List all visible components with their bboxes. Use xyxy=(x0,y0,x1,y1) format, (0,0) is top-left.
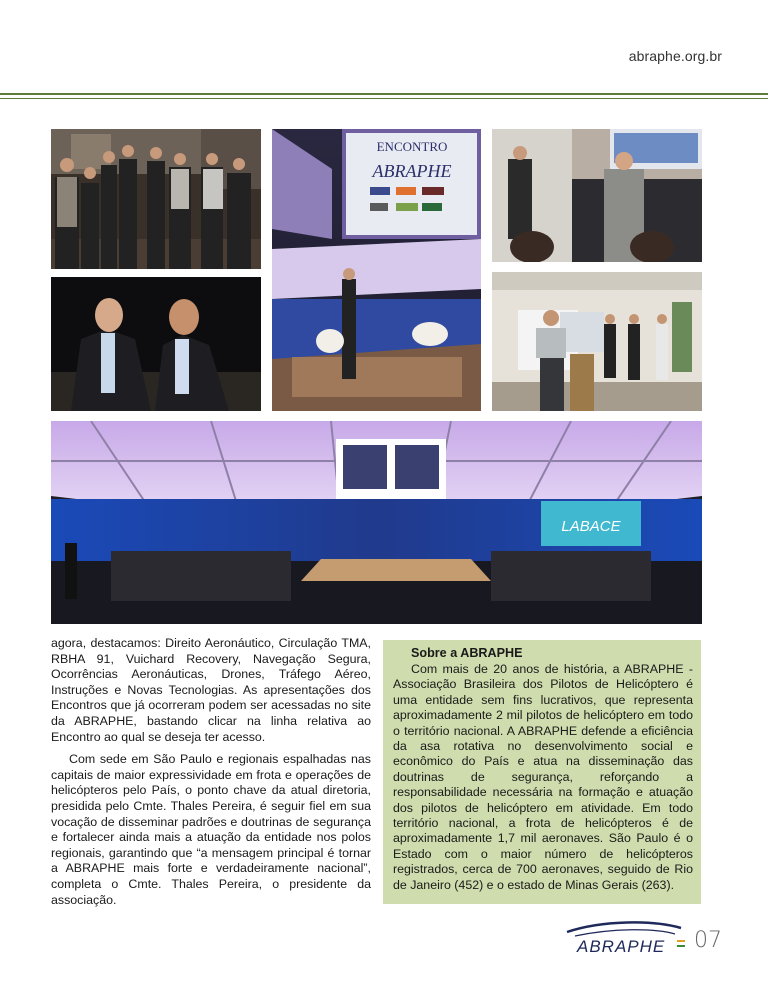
sidebar-box xyxy=(383,640,701,904)
header-rule xyxy=(0,93,768,95)
header-rule-thin xyxy=(0,98,768,99)
group-photo xyxy=(51,129,261,269)
duo-photo xyxy=(51,277,261,411)
article-paragraph-2: Com sede em São Paulo e regionais espalhadas nas capitais de maior expressividade em frota e operações de helicópteros pelo País, o ponto chave da atual diretoria, presidida pelo Cmte. Thales Pereira, é seguir fiel em sua vocação de disseminar padrões e doutrinas de segurança e fortalecer ainda mais a atuação da entidade nos polos regionais, garantindo que “a mensagem principal é tornar a ABRAPHE mais forte e verdadeiramente nacional”, completa o Cmte. Thales Pereira, o presidente da associação. xyxy=(51,752,371,907)
stage-screen-line1: ENCONTRO xyxy=(376,139,448,154)
abraphe-logo xyxy=(563,918,689,958)
sidebar-text: Com mais de 20 anos de história, a ABRAPHE - Associação Brasileira dos Pilotos de Helicóptero é uma entidade sem fins lucrativos, que representa aproximadamente 2 mil pilotos de helicóptero em todo o território nacional. A ABRAPHE defende a eficiência da asa rotativa no desenvolvimento social e econômico do País e atua na disseminação das doutrinas de segurança, reforçando a responsabilidade necessária na formação e atuação dos pilotos de helicóptero em atividade. Em todo território nacional, a frota de helicópteros é de aproximadamente 1,7 mil aeronaves. São Paulo é o Estado com o maior número de helicópteros registrados, cerca de 700 aeronaves, seguido de Rio de Janeiro (452) e o estado de Minas Gerais (263). xyxy=(393,662,693,892)
podium-photo xyxy=(492,272,702,411)
article-column xyxy=(51,636,371,908)
hall-banner-text: LABACE xyxy=(561,518,621,535)
stage-screen-line2: ABRAPHE xyxy=(372,161,452,181)
logo-text: ABRAPHE xyxy=(577,937,666,956)
article-paragraph-1: agora, destacamos: Direito Aeronáutico, Circulação TMA, RBHA 91, Vuichard Recovery, Navegação Segura, Ocorrências Aeronáuticas, Drones, Tráfego Aéreo, Instruções e Novas Tecnologias. As apresentações dos Encontros que já ocorreram podem ser acessadas no site da ABRAPHE, bastando clicar na linha relativa ao Encontro ao qual se deseja ter acesso. xyxy=(51,636,371,744)
page-number: 07 xyxy=(694,928,722,953)
site-url[interactable]: abraphe.org.br xyxy=(628,48,722,64)
hall-panorama-photo xyxy=(51,421,702,624)
speaker-photo xyxy=(492,129,702,262)
stage-photo xyxy=(272,129,481,411)
sidebar-title: Sobre a ABRAPHE xyxy=(411,646,523,660)
